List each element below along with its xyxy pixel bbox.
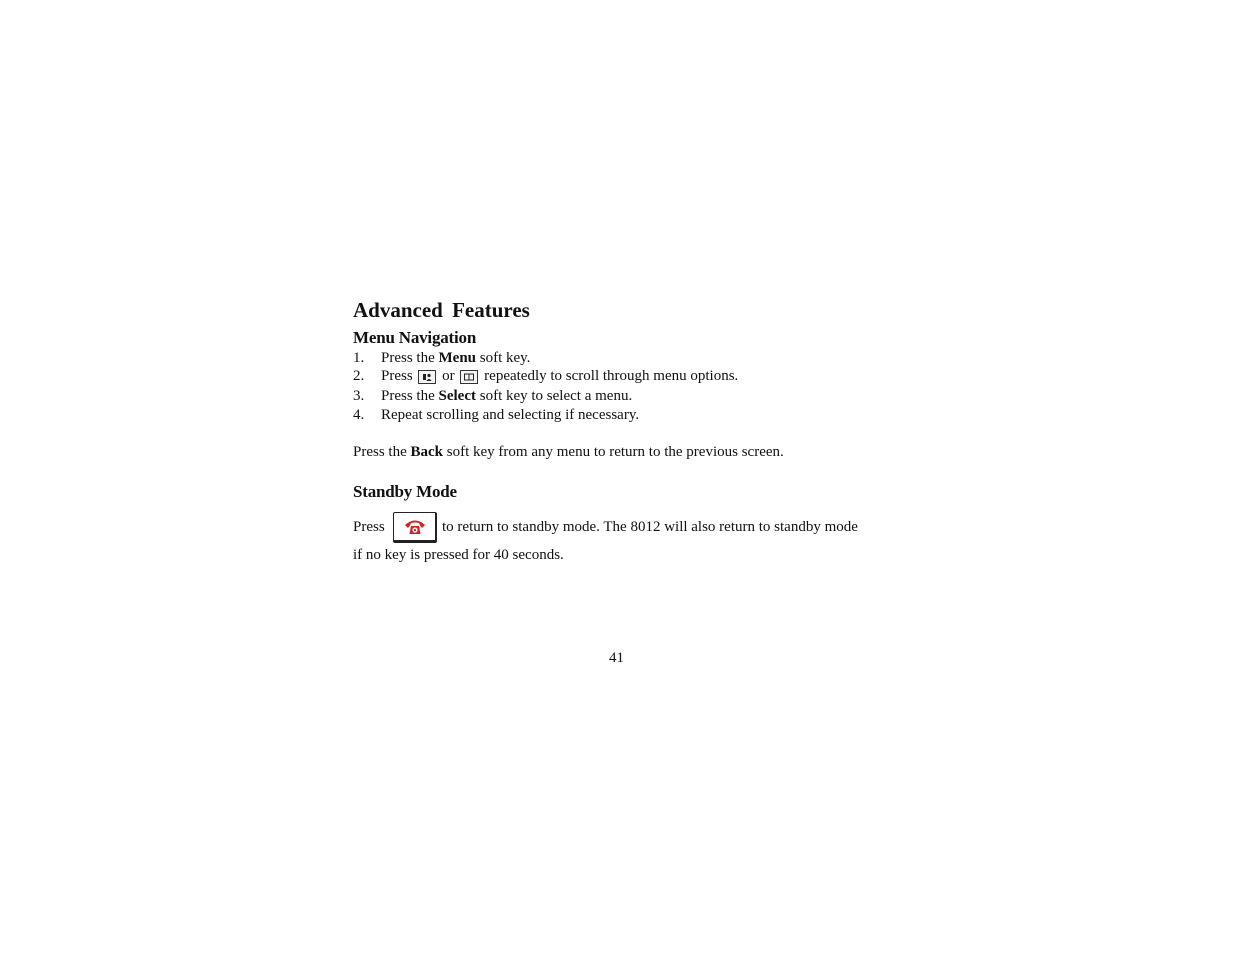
back-key-label: Back — [410, 444, 444, 460]
phonebook-key-icon — [418, 370, 436, 384]
standby-line-1: to return to standby mode. The 8012 will also return to standby mode — [442, 519, 858, 535]
step-number: 4. — [353, 407, 365, 423]
step-text: Repeat scrolling and selecting if necessary. — [381, 407, 640, 423]
step-number: 2. — [353, 368, 365, 384]
menu-navigation-heading: Menu Navigation — [353, 328, 477, 347]
standby-press-label: Press — [353, 519, 385, 535]
menu-key-label: Menu — [438, 350, 476, 366]
standby-line-2: if no key is pressed for 40 seconds. — [353, 547, 564, 563]
step-text: Press the Select soft key to select a menu. — [381, 388, 633, 404]
end-call-icon — [402, 517, 428, 537]
end-key-button — [393, 512, 437, 543]
section-title: Advanced Features — [353, 298, 530, 322]
standby-mode-heading: Standby Mode — [353, 482, 457, 501]
step-number: 3. — [353, 388, 365, 404]
step-text: Press the Menu soft key. — [381, 350, 531, 366]
menu-key-icon — [460, 370, 478, 384]
select-key-label: Select — [438, 388, 476, 404]
page-number: 41 — [609, 650, 624, 666]
step-text: Press or repeatedly to scroll through menu options. — [381, 368, 739, 384]
back-key-note: Press the Back soft key from any menu to return to the previous screen. — [353, 444, 784, 460]
step-number: 1. — [353, 350, 365, 366]
